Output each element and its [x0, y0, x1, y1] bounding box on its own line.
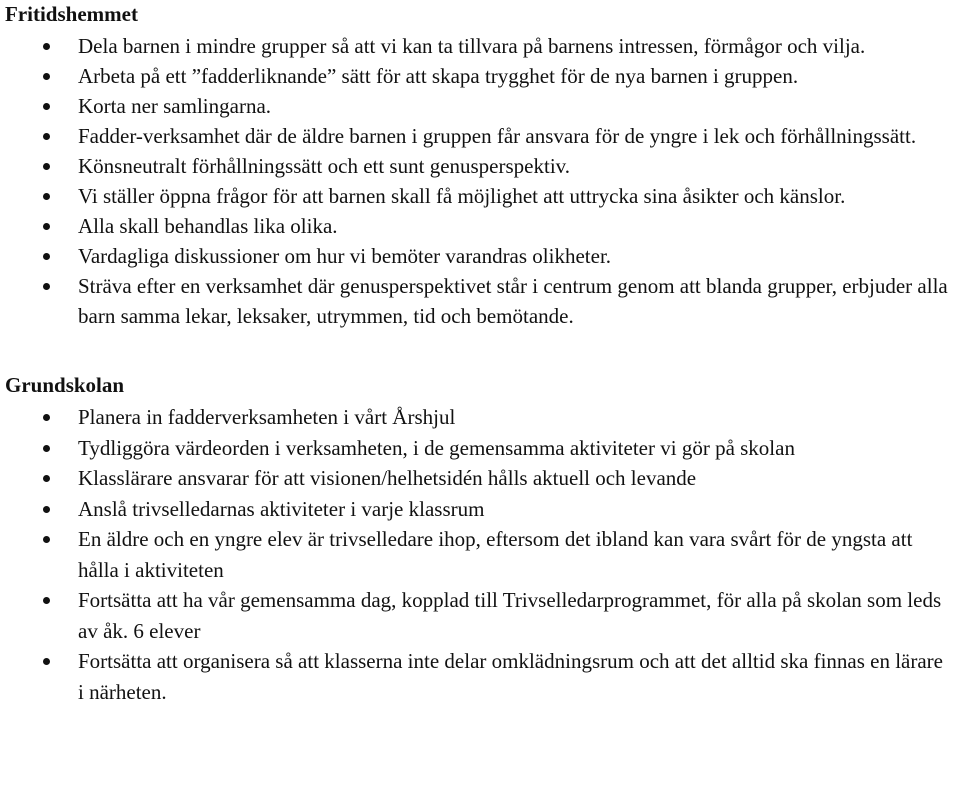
- bullet-icon: [43, 103, 50, 110]
- list-item: [5, 121, 960, 151]
- bullet-icon: [43, 223, 50, 230]
- bullet-icon: [43, 193, 50, 200]
- list-item-text: Vardagliga diskussioner om hur vi bemöter varandras olikheter.: [78, 244, 612, 268]
- list-item: [5, 402, 960, 433]
- list-item-text: Dela barnen i mindre grupper så att vi kan ta tillvara på barnens intressen, förmågor och vilja.: [78, 34, 866, 58]
- list-item-text: Könsneutralt förhållningssätt och ett sunt genusperspektiv.: [78, 154, 571, 178]
- list-item: [5, 463, 960, 494]
- list-item-text: Klasslärare ansvarar för att visionen/helhetsidén hålls aktuell och levande: [78, 466, 697, 490]
- bullet-icon: [43, 506, 50, 513]
- list-item: [5, 646, 960, 707]
- list-item: [5, 433, 960, 464]
- bullet-icon: [43, 414, 50, 421]
- bullet-icon: [43, 445, 50, 452]
- section-heading-grundskolan: Grundskolan: [5, 373, 125, 397]
- bullet-icon: [43, 43, 50, 50]
- grundskolan-list: [5, 402, 960, 707]
- bullet-icon: [43, 536, 50, 543]
- list-item: [5, 181, 960, 211]
- bullet-icon: [43, 73, 50, 80]
- list-item-text: Fortsätta att organisera så att klasserna inte delar omklädningsrum och att det alltid ska finnas en lärare i närheten.: [78, 649, 943, 704]
- bullet-icon: [43, 658, 50, 665]
- fritidshemmet-list: [5, 31, 960, 331]
- list-item-text: Vi ställer öppna frågor för att barnen skall få möjlighet att uttrycka sina åsikter och känslor.: [78, 184, 846, 208]
- bullet-icon: [43, 163, 50, 170]
- list-item-text: Alla skall behandlas lika olika.: [78, 214, 338, 238]
- list-item-text: Korta ner samlingarna.: [78, 94, 272, 118]
- bullet-icon: [43, 475, 50, 482]
- list-item: [5, 211, 960, 241]
- list-item-text: Anslå trivselledarnas aktiviteter i varje klassrum: [78, 496, 485, 521]
- list-item: [5, 271, 960, 331]
- list-item: [5, 524, 960, 585]
- list-item: [5, 151, 960, 181]
- list-item: [5, 91, 960, 121]
- section-heading-fritidshemmet: Fritidshemmet: [5, 2, 138, 26]
- list-item-text: Fortsätta att ha vår gemensamma dag, kopplad till Trivselledarprogrammet, för alla på skolan som leds av åk. 6 elever: [78, 588, 942, 643]
- list-item: [5, 61, 960, 91]
- bullet-icon: [43, 283, 50, 290]
- list-item: [5, 241, 960, 271]
- list-item-text: Sträva efter en verksamhet där genusperspektivet står i centrum genom att blanda grupper, erbjuder alla barn samma lekar, leksaker, utrymmen, tid och bemötande.: [78, 274, 948, 328]
- document: [5, 0, 960, 707]
- bullet-icon: [43, 133, 50, 140]
- list-item-text: Arbeta på ett ”fadderliknande” sätt för att skapa trygghet för de nya barnen i gruppen.: [78, 64, 799, 88]
- list-item: [5, 31, 960, 61]
- list-item-text: En äldre och en yngre elev är trivselledare ihop, eftersom det ibland kan vara svårt för de yngsta att hålla i aktiviteten: [78, 527, 913, 582]
- list-item: [5, 494, 960, 525]
- list-item: [5, 585, 960, 646]
- list-item-text: Fadder-verksamhet där de äldre barnen i gruppen får ansvara för de yngre i lek och förhållningssätt.: [78, 124, 917, 148]
- bullet-icon: [43, 253, 50, 260]
- list-item-text: Tydliggöra värdeorden i verksamheten, i de gemensamma aktiviteter vi gör på skolan: [78, 435, 795, 460]
- list-item-text: Planera in fadderverksamheten i vårt Årshjul: [78, 405, 456, 429]
- bullet-icon: [43, 597, 50, 604]
